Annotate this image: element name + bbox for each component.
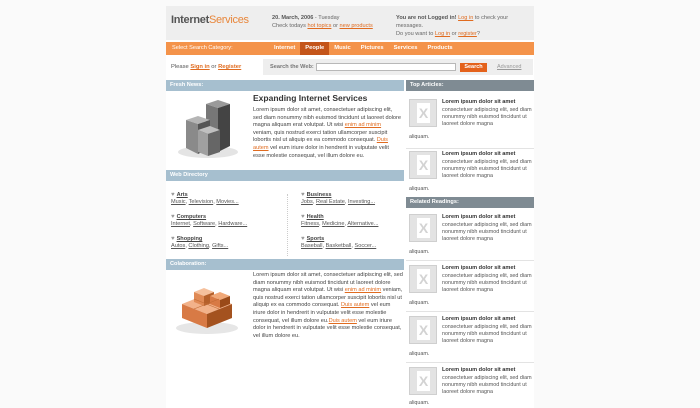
category-title[interactable]: Shopping bbox=[176, 236, 203, 242]
directory-divider bbox=[287, 194, 288, 256]
collaboration-article bbox=[253, 272, 403, 340]
directory-category-computers bbox=[171, 214, 247, 227]
heart-icon: ♥ bbox=[301, 192, 305, 198]
item-tail: aliquam. bbox=[409, 400, 430, 406]
category-subs: Internet, Software, Hardware... bbox=[171, 221, 248, 227]
current-date: 20. March, 2006 bbox=[272, 15, 314, 21]
item-title[interactable]: Lorem ipsum dolor sit amet bbox=[442, 99, 516, 105]
hot-topics-link[interactable]: hot topics bbox=[307, 23, 332, 29]
category-title[interactable]: Business bbox=[306, 192, 332, 198]
article-link-1[interactable]: enim ad minim bbox=[344, 122, 382, 129]
placeholder-x-icon: X bbox=[418, 322, 429, 338]
item-text: consectetuer adipiscing elit, sed diam nonummy nibh euismod tincidunt ut laoreet dolore magna bbox=[442, 107, 532, 127]
web-directory-header: Web Directory bbox=[166, 170, 404, 181]
divider bbox=[406, 260, 534, 261]
placeholder-x-icon: X bbox=[418, 157, 429, 173]
heart-icon: ♥ bbox=[171, 236, 175, 242]
heart-icon: ♥ bbox=[171, 214, 175, 220]
divider bbox=[406, 362, 534, 363]
gray-cubes-image bbox=[176, 96, 240, 160]
register-link[interactable]: register bbox=[458, 31, 477, 37]
directory-category-shopping bbox=[171, 236, 228, 249]
related-reading-item[interactable] bbox=[406, 211, 534, 261]
tab-internet[interactable]: Internet bbox=[274, 45, 296, 51]
collaboration-body: Lorem ipsum dolor sit amet, consectetuer adipiscing elit, sed diam nonummy nibh euismod tincidunt ut laoreet dolore magna aliquam erat volutpat. Ut wisi enim ad minim veniam, quis nostrud exerci tation ullamcorper suscipit lobortis nisl ut aliquip ex ea commodo consequat. Duis autem vel eum iriure dolor in hendrerit in vulputate velit esse molestie consequat, vel illum dolore eu.Duis autem vel eum iriure dolor in hendrerit in vulputate velit esse molestie consequat, vel illum dolore eu. bbox=[253, 272, 403, 339]
item-text: consectetuer adipiscing elit, sed diam nonummy nibh euismod tincidunt ut laoreet dolore magna bbox=[442, 222, 532, 242]
collab-link-1[interactable]: enim ad minim bbox=[344, 287, 382, 294]
item-tail: aliquam. bbox=[409, 249, 430, 255]
thumbnail-placeholder bbox=[409, 367, 437, 395]
category-subs: Music, Television, Movies... bbox=[171, 199, 239, 205]
placeholder-x-icon: X bbox=[418, 220, 429, 236]
item-title[interactable]: Lorem ipsum dolor sit amet bbox=[442, 316, 516, 322]
login-link[interactable]: Log in bbox=[458, 15, 474, 21]
item-title[interactable]: Lorem ipsum dolor sit amet bbox=[442, 151, 516, 157]
tab-pictures[interactable]: Pictures bbox=[360, 45, 384, 51]
category-subs: Autos, Clothing, Gifts... bbox=[171, 243, 229, 249]
collab-link-2[interactable]: Duis autem bbox=[341, 302, 370, 309]
advanced-search-link[interactable]: Advanced bbox=[497, 64, 522, 70]
thumbnail-placeholder bbox=[409, 316, 437, 344]
date-box: 20. March, 2006 - Tuesday Check todays hot topics or new products bbox=[272, 15, 373, 29]
fresh-news-header: Fresh News: bbox=[166, 80, 404, 91]
category-title[interactable]: Arts bbox=[176, 192, 188, 198]
item-title[interactable]: Lorem ipsum dolor sit amet bbox=[442, 265, 516, 271]
login-status: You are not Logged in! bbox=[396, 15, 457, 21]
tab-products[interactable]: Products bbox=[427, 45, 453, 51]
related-reading-item[interactable] bbox=[406, 262, 534, 312]
collab-link-3[interactable]: Duis autem bbox=[328, 317, 357, 324]
tab-services[interactable]: Services bbox=[393, 45, 418, 51]
fresh-news-article bbox=[253, 93, 401, 160]
related-reading-item[interactable] bbox=[406, 313, 534, 363]
thumbnail-placeholder bbox=[409, 151, 437, 179]
article-body: Lorem ipsum dolor sit amet, consectetuer adipiscing elit, sed diam nonummy nibh euismod tincidunt ut laoreet dolore magna aliquam erat volutpat. Ut wisi enim ad minim veniam, quis nostrud exerci tation ullamcorper suscipit lobortis nisl ut aliquip ex ea commodo consequat. Duis autem vel eum iriure dolor in hendrerit in vulputate velit esse molestie consequat, vel illum dolore eu. bbox=[253, 107, 402, 159]
article-link-2[interactable]: Duis autem bbox=[253, 137, 388, 151]
search-input[interactable] bbox=[316, 63, 456, 71]
directory-category-sports bbox=[301, 236, 376, 249]
tab-people[interactable]: People bbox=[300, 42, 329, 55]
collaboration-header: Colaboration: bbox=[166, 259, 404, 270]
item-text: consectetuer adipiscing elit, sed diam nonummy nibh euismod tincidunt ut laoreet dolore magna bbox=[442, 273, 532, 293]
weekday: - Tuesday bbox=[313, 15, 340, 21]
signin-link[interactable]: Sign in bbox=[190, 64, 210, 70]
directory-category-arts bbox=[171, 192, 239, 205]
site-logo[interactable]: InternetServices bbox=[171, 14, 249, 26]
category-label: Select Search Category: bbox=[172, 45, 233, 51]
article-title[interactable]: Expanding Internet Services bbox=[253, 93, 368, 103]
top-article-item[interactable] bbox=[406, 96, 534, 148]
directory-category-health bbox=[301, 214, 378, 227]
register-link-2[interactable]: Register bbox=[218, 64, 242, 70]
category-title[interactable]: Computers bbox=[176, 214, 207, 220]
search-label: Search the Web: bbox=[270, 64, 314, 70]
heart-icon: ♥ bbox=[301, 214, 305, 220]
item-tail: aliquam. bbox=[409, 351, 430, 357]
item-title[interactable]: Lorem ipsum dolor sit amet bbox=[442, 214, 516, 220]
page bbox=[166, 6, 534, 408]
heart-icon: ♥ bbox=[171, 192, 175, 198]
item-text: consectetuer adipiscing elit, sed diam nonummy nibh euismod tincidunt ut laoreet dolore magna bbox=[442, 159, 532, 179]
category-subs: Jobs, Real Estate, Investing... bbox=[301, 199, 376, 205]
placeholder-x-icon: X bbox=[418, 271, 429, 287]
item-tail: aliquam. bbox=[409, 134, 430, 140]
tab-music[interactable]: Music bbox=[334, 45, 351, 51]
login-status-box: You are not Logged in! Log in to check your messages. Do you want to Log in or register? bbox=[396, 15, 509, 37]
thumbnail-placeholder bbox=[409, 99, 437, 127]
divider bbox=[406, 311, 534, 312]
item-text: consectetuer adipiscing elit, sed diam nonummy nibh euismod tincidunt ut laoreet dolore magna bbox=[442, 324, 532, 344]
item-tail: aliquam. bbox=[409, 186, 430, 192]
thumbnail-placeholder bbox=[409, 214, 437, 242]
related-readings-header: Related Readings: bbox=[406, 197, 534, 208]
placeholder-x-icon: X bbox=[418, 373, 429, 389]
category-title[interactable]: Sports bbox=[306, 236, 325, 242]
header bbox=[166, 6, 534, 40]
item-title[interactable]: Lorem ipsum dolor sit amet bbox=[442, 367, 516, 373]
placeholder-x-icon: X bbox=[418, 105, 429, 121]
thumbnail-placeholder bbox=[409, 265, 437, 293]
search-row bbox=[166, 58, 534, 78]
top-articles-header: Top Articles: bbox=[406, 80, 534, 91]
top-article-item[interactable] bbox=[406, 148, 534, 198]
directory-category-business bbox=[301, 192, 375, 205]
category-subs: Baseball, Basketball, Soccer... bbox=[301, 243, 377, 249]
category-nav bbox=[166, 42, 534, 55]
search-button[interactable]: Search bbox=[460, 63, 487, 72]
related-reading-item[interactable] bbox=[406, 364, 534, 408]
login-link-2[interactable]: Log in bbox=[434, 31, 451, 37]
category-tabs bbox=[269, 42, 458, 55]
item-text: consectetuer adipiscing elit, sed diam nonummy nibh euismod tincidunt ut laoreet dolore magna bbox=[442, 375, 532, 395]
item-tail: aliquam. bbox=[409, 300, 430, 306]
heart-icon: ♥ bbox=[301, 236, 305, 242]
new-products-link[interactable]: new products bbox=[339, 23, 373, 29]
category-title[interactable]: Health bbox=[306, 214, 324, 220]
orange-cubes-image bbox=[174, 276, 240, 336]
signin-prompt: Please Sign in or Register bbox=[171, 64, 242, 70]
category-subs: Fitness, Medicine, Alternative... bbox=[301, 221, 379, 227]
